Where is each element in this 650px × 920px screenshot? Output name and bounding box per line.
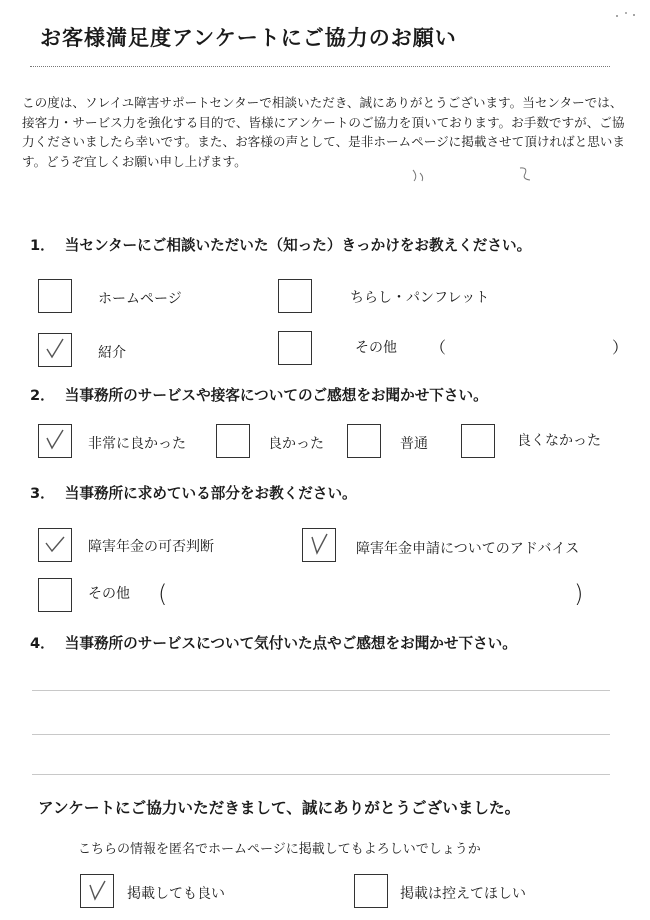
pencil-mark-2: [516, 164, 536, 184]
comment-line-1[interactable]: [32, 690, 610, 691]
publish-consent-question: こちらの情報を匿名でホームページに掲載してもよろしいでしょうか: [78, 842, 481, 857]
comment-line-3[interactable]: [32, 774, 610, 775]
option-label-other-2: その他: [88, 586, 130, 602]
checkbox-eligibility-judgment[interactable]: [38, 528, 72, 562]
question-2: [30, 384, 640, 405]
option-label-application-advice: 障害年金申請についてのアドバイス: [356, 541, 580, 557]
checkmark-icon: [86, 877, 108, 903]
checkbox-publish-ok[interactable]: [80, 874, 114, 908]
option-label-referral: 紹介: [98, 345, 126, 361]
question-number: 2．: [30, 387, 55, 404]
question-1: [30, 234, 640, 255]
question-number: 1．: [30, 237, 55, 254]
question-number: 3．: [30, 485, 55, 502]
checkbox-neutral[interactable]: [347, 424, 381, 458]
checkbox-homepage[interactable]: [38, 279, 72, 313]
pencil-mark-1: [410, 168, 430, 184]
option-label-eligibility-judgment: 障害年金の可否判断: [88, 539, 214, 555]
page-title: お客様満足度アンケートにご協力のお願い: [40, 26, 457, 50]
option-label-publish-ok: 掲載しても良い: [127, 886, 225, 902]
checkmark-icon: [44, 336, 66, 362]
question-text: 当事務所のサービスについて気付いた点やご感想をお聞かせ下さい。: [64, 635, 517, 652]
option-label-publish-decline: 掲載は控えてほしい: [400, 886, 526, 902]
option-label-very-good: 非常に良かった: [88, 436, 186, 452]
question-text: 当事務所に求めている部分をお教ください。: [64, 485, 357, 502]
option-label-flyer: ちらし・パンフレット: [350, 290, 490, 306]
thank-you-message: アンケートにご協力いただきまして、誠にありがとうございました。: [38, 799, 521, 817]
intro-paragraph: この度は、ソレイユ障害サポートセンターで相談いただき、誠にありがとうございます。当センターでは、接客力・サービス力を強化する目的で、皆様にアンケートのご協力を頂いております。お手数ですが、ご協力くださいましたら幸いです。また、お客様の声として、是非ホームページに掲載させて頂ければと思います。どうぞ宜しくお願い申し上げます。: [22, 95, 625, 169]
question-text: 当センターにご相談いただいた（知った）きっかけをお教えください。: [64, 237, 532, 254]
checkbox-other-1[interactable]: [278, 331, 312, 365]
option-label-good: 良かった: [268, 436, 324, 452]
title-divider: [30, 66, 610, 67]
question-number: 4．: [30, 635, 55, 652]
checkmark-icon: [308, 531, 330, 557]
checkbox-referral[interactable]: [38, 333, 72, 367]
option-label-neutral: 普通: [400, 436, 428, 452]
other-paren-close: ）: [612, 338, 629, 357]
option-label-not-good: 良くなかった: [517, 433, 601, 449]
checkbox-not-good[interactable]: [461, 424, 495, 458]
option-label-other-1: その他: [355, 340, 397, 356]
question-3: [30, 482, 640, 503]
checkmark-icon: [44, 427, 66, 453]
checkbox-publish-decline[interactable]: [354, 874, 388, 908]
checkbox-flyer[interactable]: [278, 279, 312, 313]
checkbox-application-advice[interactable]: [302, 528, 336, 562]
other-paren-open: (: [158, 580, 168, 608]
option-label-homepage: ホームページ: [98, 291, 182, 307]
comment-line-2[interactable]: [32, 734, 610, 735]
other-paren-close: ): [574, 580, 584, 608]
checkbox-other-2[interactable]: [38, 578, 72, 612]
scan-speck-marks: [614, 8, 640, 20]
question-text: 当事務所のサービスや接客についてのご感想をお聞かせ下さい。: [64, 387, 488, 404]
checkbox-very-good[interactable]: [38, 424, 72, 458]
question-4: [30, 632, 640, 653]
other-paren-open: （: [430, 338, 447, 357]
checkbox-good[interactable]: [216, 424, 250, 458]
checkmark-icon: [44, 531, 66, 557]
